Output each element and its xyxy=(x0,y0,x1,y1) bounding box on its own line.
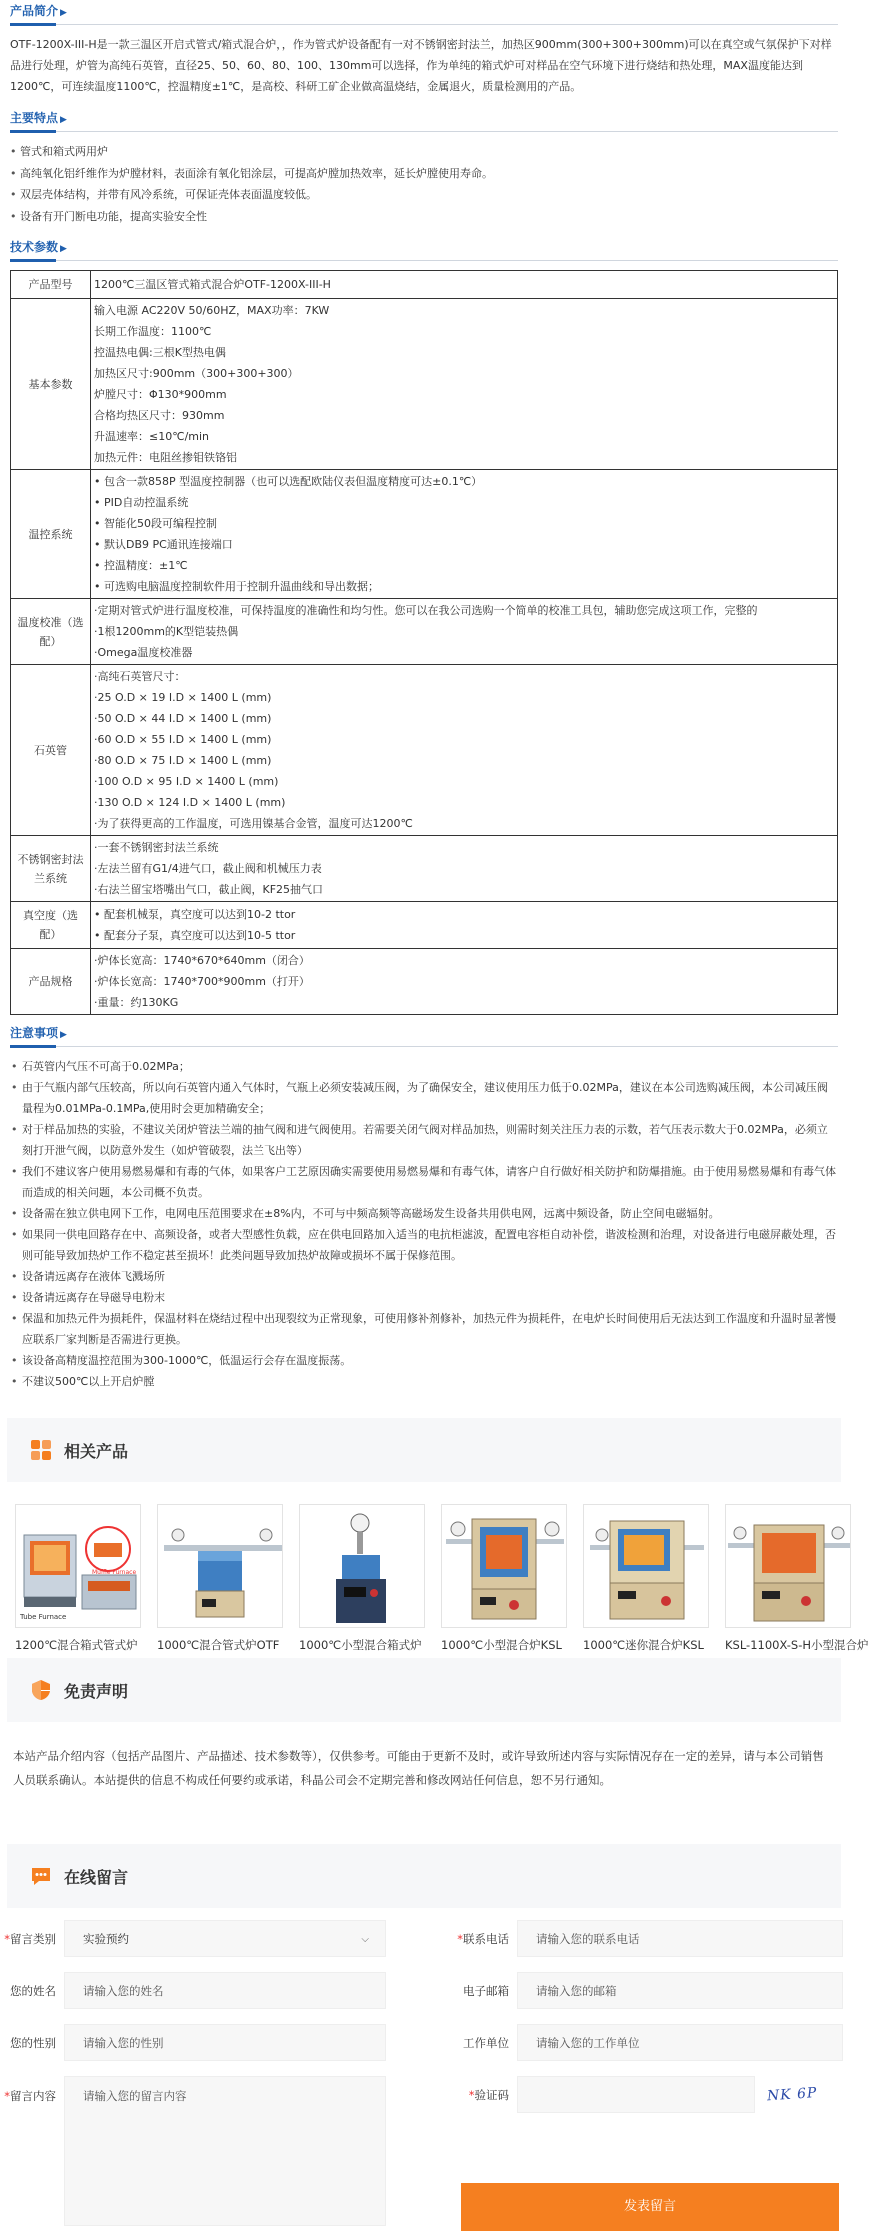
list-item: • 我们不建议客户使用易燃易爆和有毒的气体，如果客户工艺原因确实需要使用易燃易爆和有毒气体，请客户自行做好相关防护和防爆措施。由于使用易燃易爆和有毒气体而造成的相关问题，本公司概不负责。 xyxy=(10,1161,838,1203)
spec-line: ·80 O.D × 75 I.D × 1400 L (mm) xyxy=(94,754,272,767)
product-name[interactable]: 1200℃混合箱式管式炉 xyxy=(15,1638,138,1652)
list-item: • 设备需在独立供电网下工作，电网电压范围要求在±8%内，不可与中频高频等高磁场发生设备共用供电网，远离中频设备，防止空间电磁辐射。 xyxy=(10,1203,838,1224)
email-label: 电子邮箱 xyxy=(463,1983,509,1998)
spec-value xyxy=(91,599,838,665)
spec-line: 加热元件：电阻丝掺钼铁铬铝 xyxy=(94,451,237,464)
list-item: • 如果同一供电回路存在中、高频设备，或者大型感性负载，应在供电回路加入适当的电抗柜滤波，配置电容柜自动补偿，谐波检测和治理，对设备进行电磁屏蔽处理，否则可能导致加热炉工作不稳定甚至损坏！此类问题导致加热炉故障或损坏不属于保修范围。 xyxy=(10,1224,838,1266)
spec-line: 合格均热区尺寸：930mm xyxy=(94,409,225,422)
spec-key: 温度校准（选配） xyxy=(11,599,91,665)
spec-line: • 控温精度：±1℃ xyxy=(94,559,188,572)
spec-line: ·重量：约130KG xyxy=(94,996,179,1009)
gender-row xyxy=(0,2024,386,2061)
company-label: 工作单位 xyxy=(463,2035,509,2050)
product-name[interactable]: 1000℃混合管式炉OTF xyxy=(157,1638,280,1652)
triangle-right-icon: ▶ xyxy=(60,1030,67,1040)
spec-key: 石英管 xyxy=(11,665,91,836)
list-item: • 管式和箱式两用炉 xyxy=(10,141,838,163)
list-item: • 双层壳体结构，并带有风冷系统，可保证壳体表面温度较低。 xyxy=(10,184,838,206)
disclaimer-title: 免责声明 xyxy=(64,1681,129,1701)
table-row xyxy=(11,599,838,665)
spec-value xyxy=(91,299,838,470)
form-header xyxy=(7,1844,841,1908)
product-name[interactable]: 1000℃迷你混合炉KSL xyxy=(583,1638,704,1652)
message-form xyxy=(0,1908,848,2238)
spec-line: 升温速率：≤10℃/min xyxy=(94,430,210,443)
intro-title: 产品简介 ▶ xyxy=(10,4,67,18)
list-item: • 设备有开门断电功能，提高实验安全性 xyxy=(10,206,838,228)
message-textarea[interactable]: 请输入您的留言内容 xyxy=(64,2076,386,2226)
spec-line: • 默认DB9 PC通讯连接端口 xyxy=(94,538,233,551)
table-row xyxy=(11,299,838,470)
section-divider xyxy=(10,1042,838,1051)
chevron-down-icon: ⌵ xyxy=(361,1934,369,1945)
spec-line: • 配套分子泵，真空度可以达到10-5 ttor xyxy=(94,929,296,942)
triangle-right-icon: ▶ xyxy=(60,244,67,254)
gender-label: 您的性别 xyxy=(10,2035,56,2050)
spec-line: ·为了获得更高的工作温度，可选用镍基合金管，温度可达1200℃ xyxy=(94,817,413,830)
product-card[interactable] xyxy=(15,1504,157,1658)
list-item: • 对于样品加热的实验，不建议关闭炉管法兰端的抽气阀和进气阀使用。若需要关闭气阀对样品加热，则需时刻关注压力表的示数，若气压表示数大于0.02MPa，必须立刻打开泄气阀，以防意外发生（如炉管破裂，法兰飞出等） xyxy=(10,1119,838,1161)
form-title: 在线留言 xyxy=(64,1867,129,1887)
spec-key: 基本参数 xyxy=(11,299,91,470)
product-name[interactable]: 1000℃小型混合箱式炉 xyxy=(299,1638,422,1652)
spec-line: ·一套不锈钢密封法兰系统 xyxy=(94,841,219,854)
disclaimer-text: 本站产品介绍内容（包括产品图片、产品描述、技术参数等），仅供参考。可能由于更新不及时，或许导致所述内容与实际情况存在一定的差异，请与本公司销售人员联系确认。本站提供的信息不构成任何要约或承诺，科晶公司会不定期完善和修改网站任何信息，恕不另行通知。 xyxy=(13,1749,824,1787)
specs-title: 技术参数 ▶ xyxy=(10,240,67,254)
table-row xyxy=(11,470,838,599)
spec-line: • 可选购电脑温度控制软件用于控制升温曲线和导出数据； xyxy=(94,580,379,593)
spec-line: • PID自动控温系统 xyxy=(94,496,189,509)
spec-key: 温控系统 xyxy=(11,470,91,599)
phone-input[interactable]: 请输入您的联系电话 xyxy=(517,1920,843,1957)
product-image[interactable] xyxy=(15,1504,141,1628)
product-name[interactable]: 1000℃小型混合炉KSL xyxy=(441,1638,562,1652)
name-label: 您的姓名 xyxy=(10,1983,56,1998)
product-card[interactable] xyxy=(441,1504,583,1658)
spec-line: ·50 O.D × 44 I.D × 1400 L (mm) xyxy=(94,712,272,725)
spec-value xyxy=(91,902,838,949)
triangle-right-icon: ▶ xyxy=(60,115,67,125)
spec-line: 加热区尺寸:900mm（300+300+300） xyxy=(94,367,299,380)
shield-icon xyxy=(30,1679,52,1701)
message-label: *留言内容 xyxy=(4,2089,56,2103)
spec-line: ·炉体长宽高：1740*700*900mm（打开） xyxy=(94,975,310,988)
list-item: • 保温和加热元件为损耗件，保温材料在烧结过程中出现裂纹为正常现象，可使用修补剂修补，加热元件为损耗件，在电炉长时间使用后无法达到工作温度和升温时显著慢应联系厂家判断是否需进行更换。 xyxy=(10,1308,838,1350)
notes-title: 注意事项 ▶ xyxy=(10,1026,67,1040)
product-image[interactable] xyxy=(299,1504,425,1628)
spec-line: ·炉体长宽高：1740*670*640mm（闭合） xyxy=(94,954,310,967)
name-row xyxy=(0,1972,386,2009)
spec-line: ·1根1200mm的K型铠装热偶 xyxy=(94,625,239,638)
phone-row xyxy=(425,1920,843,1957)
spec-line: ·右法兰留宝塔嘴出气口，截止阀，KF25抽气口 xyxy=(94,883,324,896)
product-card[interactable] xyxy=(157,1504,299,1658)
product-image[interactable] xyxy=(157,1504,283,1628)
list-item: • 高纯氧化铝纤维作为炉膛材料，表面涂有氧化铝涂层，可提高炉膛加热效率，延长炉膛使用寿命。 xyxy=(10,163,838,185)
spec-key: 产品规格 xyxy=(11,949,91,1015)
related-header xyxy=(7,1418,841,1482)
table-row xyxy=(11,836,838,902)
spec-value xyxy=(91,949,838,1015)
name-input[interactable]: 请输入您的姓名 xyxy=(64,1972,386,2009)
related-title: 相关产品 xyxy=(64,1441,129,1461)
spec-line: ·25 O.D × 19 I.D × 1400 L (mm) xyxy=(94,691,272,704)
category-row xyxy=(0,1920,386,1957)
table-row xyxy=(11,949,838,1015)
product-card[interactable] xyxy=(583,1504,725,1658)
section-divider xyxy=(10,256,838,265)
spec-line: 控温热电偶:三根K型热电偶 xyxy=(94,346,226,359)
spec-line: 炉膛尺寸：Φ130*900mm xyxy=(94,388,227,401)
furnace-label: Tube Furnace xyxy=(20,1613,67,1621)
spec-key: 不锈钢密封法兰系统 xyxy=(11,836,91,902)
product-card[interactable] xyxy=(299,1504,441,1658)
section-divider xyxy=(10,20,838,29)
list-item: • 该设备高精度温控范围为300-1000℃，低温运行会存在温度振荡。 xyxy=(10,1350,838,1371)
spec-line: 1200℃三温区管式箱式混合炉OTF-1200X-III-H xyxy=(94,278,331,291)
captcha-label: *验证码 xyxy=(468,2087,509,2102)
captcha-image[interactable]: NK 6P xyxy=(766,2084,818,2105)
features-title: 主要特点 ▶ xyxy=(10,111,67,125)
spec-line: • 包含一款858P 型温度控制器（也可以选配欧陆仪表但温度精度可达±0.1℃） xyxy=(94,475,483,488)
spec-line: ·高纯石英管尺寸： xyxy=(94,670,186,683)
spec-line: ·100 O.D × 95 I.D × 1400 L (mm) xyxy=(94,775,279,788)
triangle-right-icon: ▶ xyxy=(60,8,67,18)
spec-value xyxy=(91,836,838,902)
company-row xyxy=(425,2024,843,2061)
spec-line: • 配套机械泵，真空度可以达到10-2 ttor xyxy=(94,908,296,921)
spec-key: 产品型号 xyxy=(11,271,91,299)
features-list xyxy=(10,141,838,227)
spec-line: ·定期对管式炉进行温度校准，可保持温度的准确性和均匀性。您可以在我公司选购一个简单的校准工具包，辅助您完成这项工作，完整的 xyxy=(94,604,758,617)
list-item: • 由于气瓶内部气压较高，所以向石英管内通入气体时，气瓶上必须安装减压阀，为了确保安全，建议使用压力低于0.02MPa，建议在本公司选购减压阀，本公司减压阀量程为0.01MPa-0.1MPa,使用时会更加精确安全； xyxy=(10,1077,838,1119)
product-image[interactable] xyxy=(441,1504,567,1628)
submit-button[interactable]: 发表留言 xyxy=(461,2183,839,2231)
captcha-input[interactable] xyxy=(517,2076,755,2113)
list-item: • 不建议500℃以上开启炉膛 xyxy=(10,1371,838,1392)
email-row xyxy=(425,1972,843,2009)
muffle-label: Muffle Furnace xyxy=(92,1569,137,1576)
table-row xyxy=(11,271,838,299)
company-input[interactable]: 请输入您的工作单位 xyxy=(517,2024,843,2061)
category-label: *留言类别 xyxy=(4,1931,56,1946)
phone-label: *联系电话 xyxy=(457,1931,509,1946)
product-image[interactable] xyxy=(725,1504,851,1628)
product-card[interactable] xyxy=(725,1504,867,1658)
related-products xyxy=(7,1482,869,1658)
specs-table xyxy=(10,270,838,1015)
list-item: • 石英管内气压不可高于0.02MPa； xyxy=(10,1056,838,1077)
list-item: • 设备请远离存在液体飞溅场所 xyxy=(10,1266,838,1287)
spec-line: ·Omega温度校准器 xyxy=(94,646,193,659)
intro-text: OTF-1200X-III-H是一款三温区开启式管式/箱式混合炉，，作为管式炉设备配有一对不锈钢密封法兰，加热区900mm(300+300+300mm)可以在真空或气氛保护下对样品进行处理，炉管为高纯石英管，直径25、50、60、80、100、130mm可以选择，作为单纯的箱式炉可对样品在空气环境下进行烧结和热处理，MAX温度能达到1200℃，可连续温度1100℃，控温精度±1℃，是高校、科研工矿企业做高温烧结，金属退火，质量检测用的产品。 xyxy=(10,38,832,93)
spec-line: ·130 O.D × 124 I.D × 1400 L (mm) xyxy=(94,796,286,809)
list-item: • 设备请远离存在导磁导电粉末 xyxy=(10,1287,838,1308)
product-name[interactable]: KSL-1100X-S-H小型混合炉 xyxy=(725,1638,869,1652)
notes-list xyxy=(10,1056,838,1392)
product-image[interactable] xyxy=(583,1504,709,1628)
category-select[interactable]: 实验预约 ⌵ xyxy=(64,1920,386,1957)
spec-line: ·左法兰留有G1/4进气口，截止阀和机械压力表 xyxy=(94,862,322,875)
disclaimer-header xyxy=(7,1658,841,1722)
table-row xyxy=(11,902,838,949)
message-row xyxy=(0,2076,386,2226)
email-input[interactable]: 请输入您的邮箱 xyxy=(517,1972,843,2009)
captcha-row xyxy=(425,2076,837,2113)
chat-icon xyxy=(30,1865,52,1887)
spec-line: ·60 O.D × 55 I.D × 1400 L (mm) xyxy=(94,733,272,746)
spec-key: 真空度（选配） xyxy=(11,902,91,949)
spec-value xyxy=(91,271,838,299)
spec-value xyxy=(91,665,838,836)
section-divider xyxy=(10,127,838,136)
spec-line: • 智能化50段可编程控制 xyxy=(94,517,217,530)
gender-input[interactable]: 请输入您的性别 xyxy=(64,2024,386,2061)
table-row xyxy=(11,665,838,836)
spec-line: 输入电源 AC220V 50/60HZ，MAX功率：7KW xyxy=(94,304,330,317)
grid-icon xyxy=(30,1439,52,1461)
spec-line: 长期工作温度：1100℃ xyxy=(94,325,212,338)
spec-value xyxy=(91,470,838,599)
